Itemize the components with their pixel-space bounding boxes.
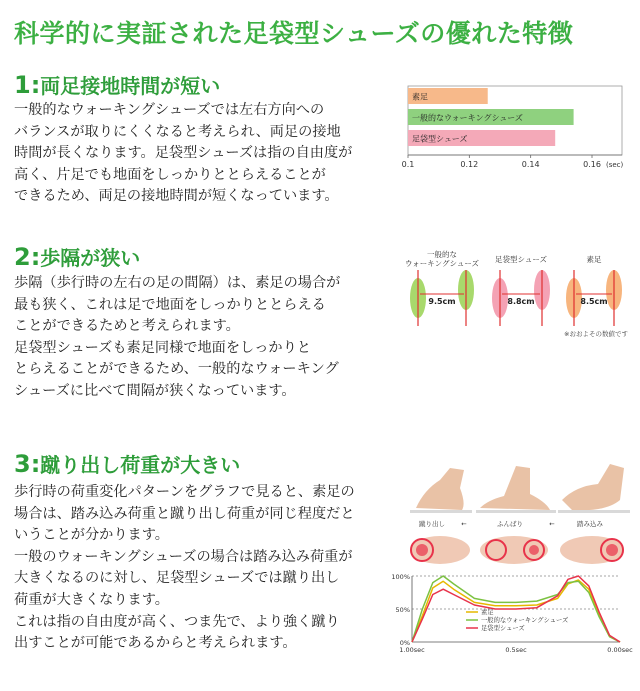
legend-label: 一般的なウォーキングシューズ [481,617,569,624]
stance-label: 素足 [586,255,602,264]
y-tick-label: 50% [395,606,410,614]
section-3-number: 3: [14,450,41,478]
x-tick-label: 0.12 [460,160,479,169]
text-line: バランスが取りにくくなると考えられ、両足の接地 [14,123,341,140]
gait-label-midstance: ふんばり [497,520,523,528]
foot-push-off-image [410,468,472,513]
x-tick-label: 0.16 [583,160,601,169]
legend-label: 足袋型シューズ [481,625,525,632]
stance-label: 足袋型シューズ [495,255,547,264]
bar-label: 一般的なウォーキングシューズ [412,113,523,123]
text-line: シューズに比べて間隔が狭くなっています。 [14,382,296,399]
section-3-title: 蹴り出し荷重が大きい [40,453,241,477]
text-line: 高く、片足でも地面をしっかりととらえることが [14,166,326,183]
text-line: 最も狭く、これは足で地面をしっかりととらえる [14,296,326,313]
contact-time-bar-chart [396,80,628,180]
gait-label-push-off: 蹴り出し [419,520,445,528]
stance-group-walking-shoes [405,249,479,326]
bar-label: 素足 [412,92,428,102]
stance-width-value: 9.5cm [428,297,456,306]
pressure-map-push-off [410,536,470,564]
x-tick-label: 1.00sec [399,646,425,654]
text-line: 場合は、踏み込み荷重と蹴り出し荷重が同じ程度だと [14,505,355,522]
section-2-number: 2: [14,243,41,271]
text-line: 大きくなるのに対し、足袋型シューズでは蹴り出し [14,570,340,587]
stance-label: 一般的な [427,250,457,259]
stance-group-barefoot [566,254,622,326]
pressure-map-midstance [480,536,548,564]
pressure-map-heel-strike [560,536,624,564]
section-3-text [14,482,394,655]
stance-width-value: 8.5cm [580,297,608,306]
text-line: 歩隔（歩行時の左右の足の間隔）は、素足の場合が [14,275,341,291]
stance-label: ウォーキングシューズ [405,259,479,268]
foot-midstance-image [476,466,556,513]
x-tick-label: 0.14 [521,160,540,169]
y-tick-label: 0% [399,639,410,647]
text-line: 時間が長くなります。足袋型シューズは指の自由度が [14,145,353,162]
gait-label-heel-strike: 踏み込み [577,520,603,528]
stance-note: ※おおよその数値です [564,330,628,338]
y-tick-label: 100% [391,573,410,581]
foot-heel-strike-image [558,464,630,513]
text-line: いうことが分かります。 [14,527,169,544]
gait-arrow: ← [461,520,467,528]
text-line: これは指の自由度が高く、つま先で、より強く蹴り [14,613,340,630]
stance-width-diagram [400,248,632,338]
text-line: 出すことが可能であるからと考えられます。 [14,635,297,652]
stance-group-tabi-shoes [492,254,550,326]
load-pattern-line-chart [391,568,633,660]
section-1-title: 両足接地時間が短い [40,74,221,98]
text-line: ことができるためと考えられます。 [14,318,240,335]
text-line: 一般的なウォーキングシューズでは左右方向への [14,102,325,118]
text-line: 一般のウォーキングシューズの場合は踏み込み荷重が [14,548,353,565]
text-line: とらえることができるため、一般的なウォーキング [14,361,339,378]
text-line: 足袋型シューズも素足同様で地面をしっかりと [14,339,311,356]
x-tick-label: 0.5sec [505,646,527,654]
legend-label: 素足 [481,609,494,616]
section-2-text [14,273,394,403]
text-line: 荷重が大きくなります。 [14,591,169,608]
x-tick-label: 0.1 [401,160,415,169]
section-1-heading [14,70,220,99]
stance-width-value: 8.8cm [507,297,535,306]
x-unit-label: (sec) [606,161,624,169]
bar-label: 足袋型シューズ [412,134,468,144]
section-1-text [14,100,394,208]
section-3-heading [14,449,240,478]
x-tick-label: 0.00sec [607,646,633,654]
gait-arrow: ← [549,520,555,528]
text-line: 歩行時の荷重変化パターンをグラフで見ると、素足の [14,484,355,500]
page-title: 科学的に実証された足袋型シューズの優れた特徴 [14,19,574,48]
section-2-title: 歩隔が狭い [40,246,141,270]
text-line: できるため、両足の接地時間が短くなっています。 [14,188,339,205]
section-1-number: 1: [14,71,41,99]
section-2-heading [14,242,140,271]
gait-phase-illustration [406,460,632,570]
